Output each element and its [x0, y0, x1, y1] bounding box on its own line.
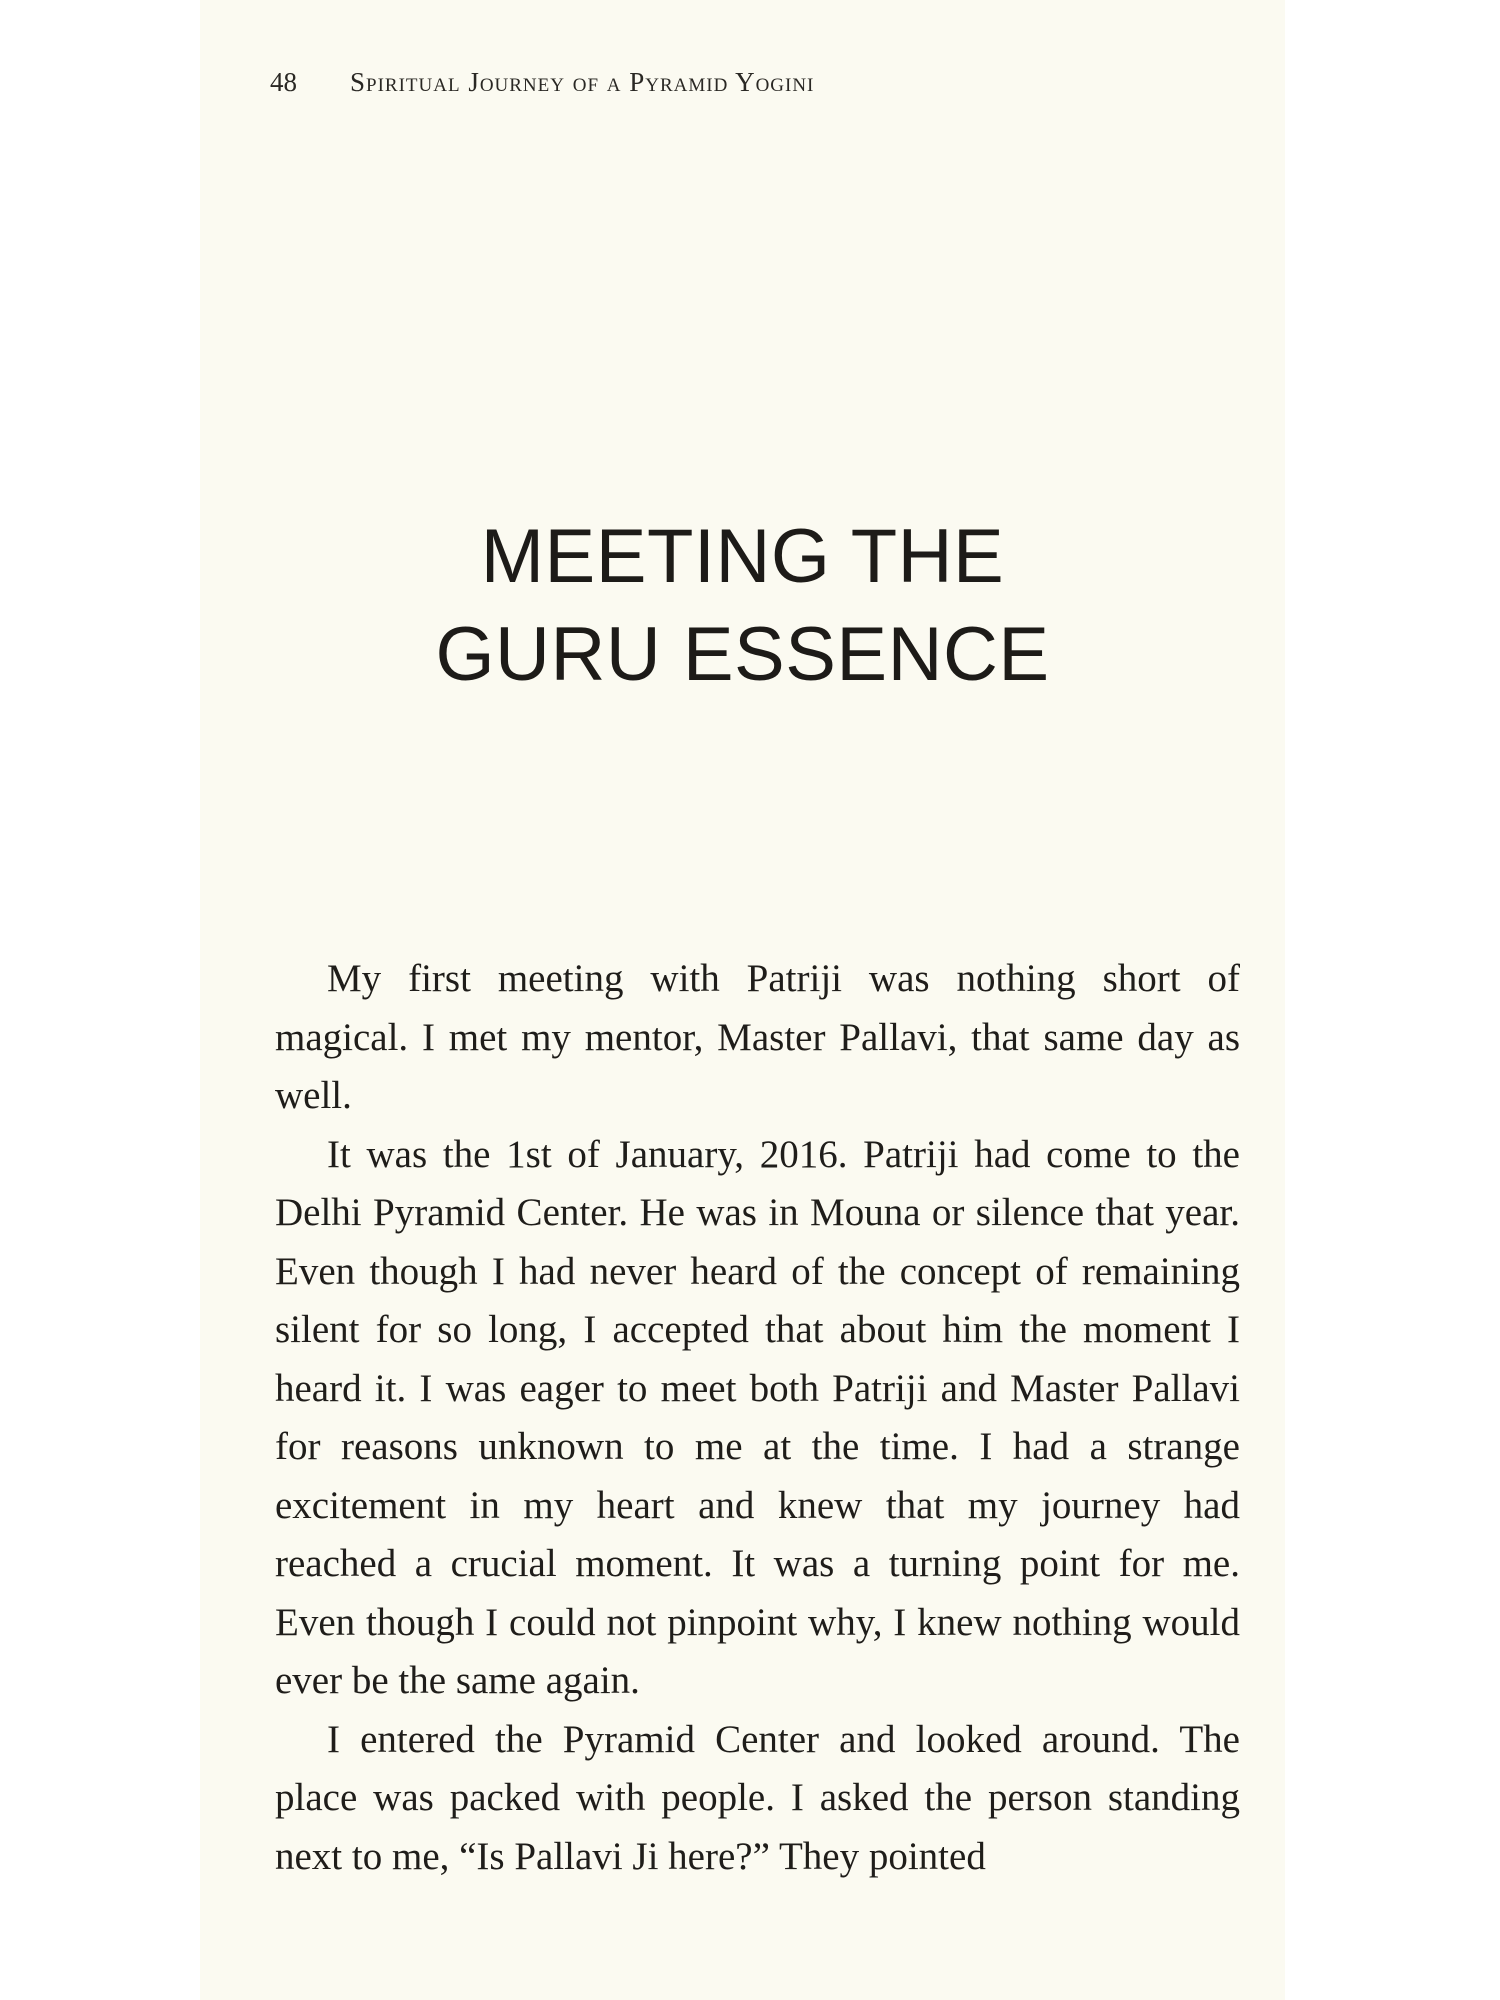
- page-number: 48: [270, 67, 297, 97]
- paragraph: I entered the Pyramid Center and looked around. The place was packed with people. I asked the person standing next to me, “Is Pallavi Ji here?” They pointed: [275, 1717, 1240, 1878]
- body-text: [275, 950, 1240, 1886]
- book-title: Spiritual Journey of a Pyramid Yogini: [350, 67, 815, 97]
- paragraph: It was the 1st of January, 2016. Patriji had come to the Delhi Pyramid Center. He was in Mouna or silence that year. Even though I had never heard of the concept of remaining silent for so long, I accepted that about him the moment I heard it. I was eager to meet both Patriji and Master Pallavi for reasons unknown to me at the time. I had a strange excitement in my heart and knew that my journey had reached a crucial moment. It was a turning point for me. Even though I could not pinpoint why, I knew nothing would ever be the same again.: [275, 1132, 1240, 1702]
- chapter-title-line-2: GURU ESSENCE: [435, 612, 1050, 697]
- paragraph: My first meeting with Patriji was nothing short of magical. I met my mentor, Master Pallavi, that same day as well.: [275, 957, 1240, 1117]
- chapter-title: [200, 508, 1285, 704]
- book-page: [200, 0, 1285, 2000]
- chapter-title-line-1: MEETING THE: [480, 514, 1005, 599]
- running-head: [270, 62, 814, 102]
